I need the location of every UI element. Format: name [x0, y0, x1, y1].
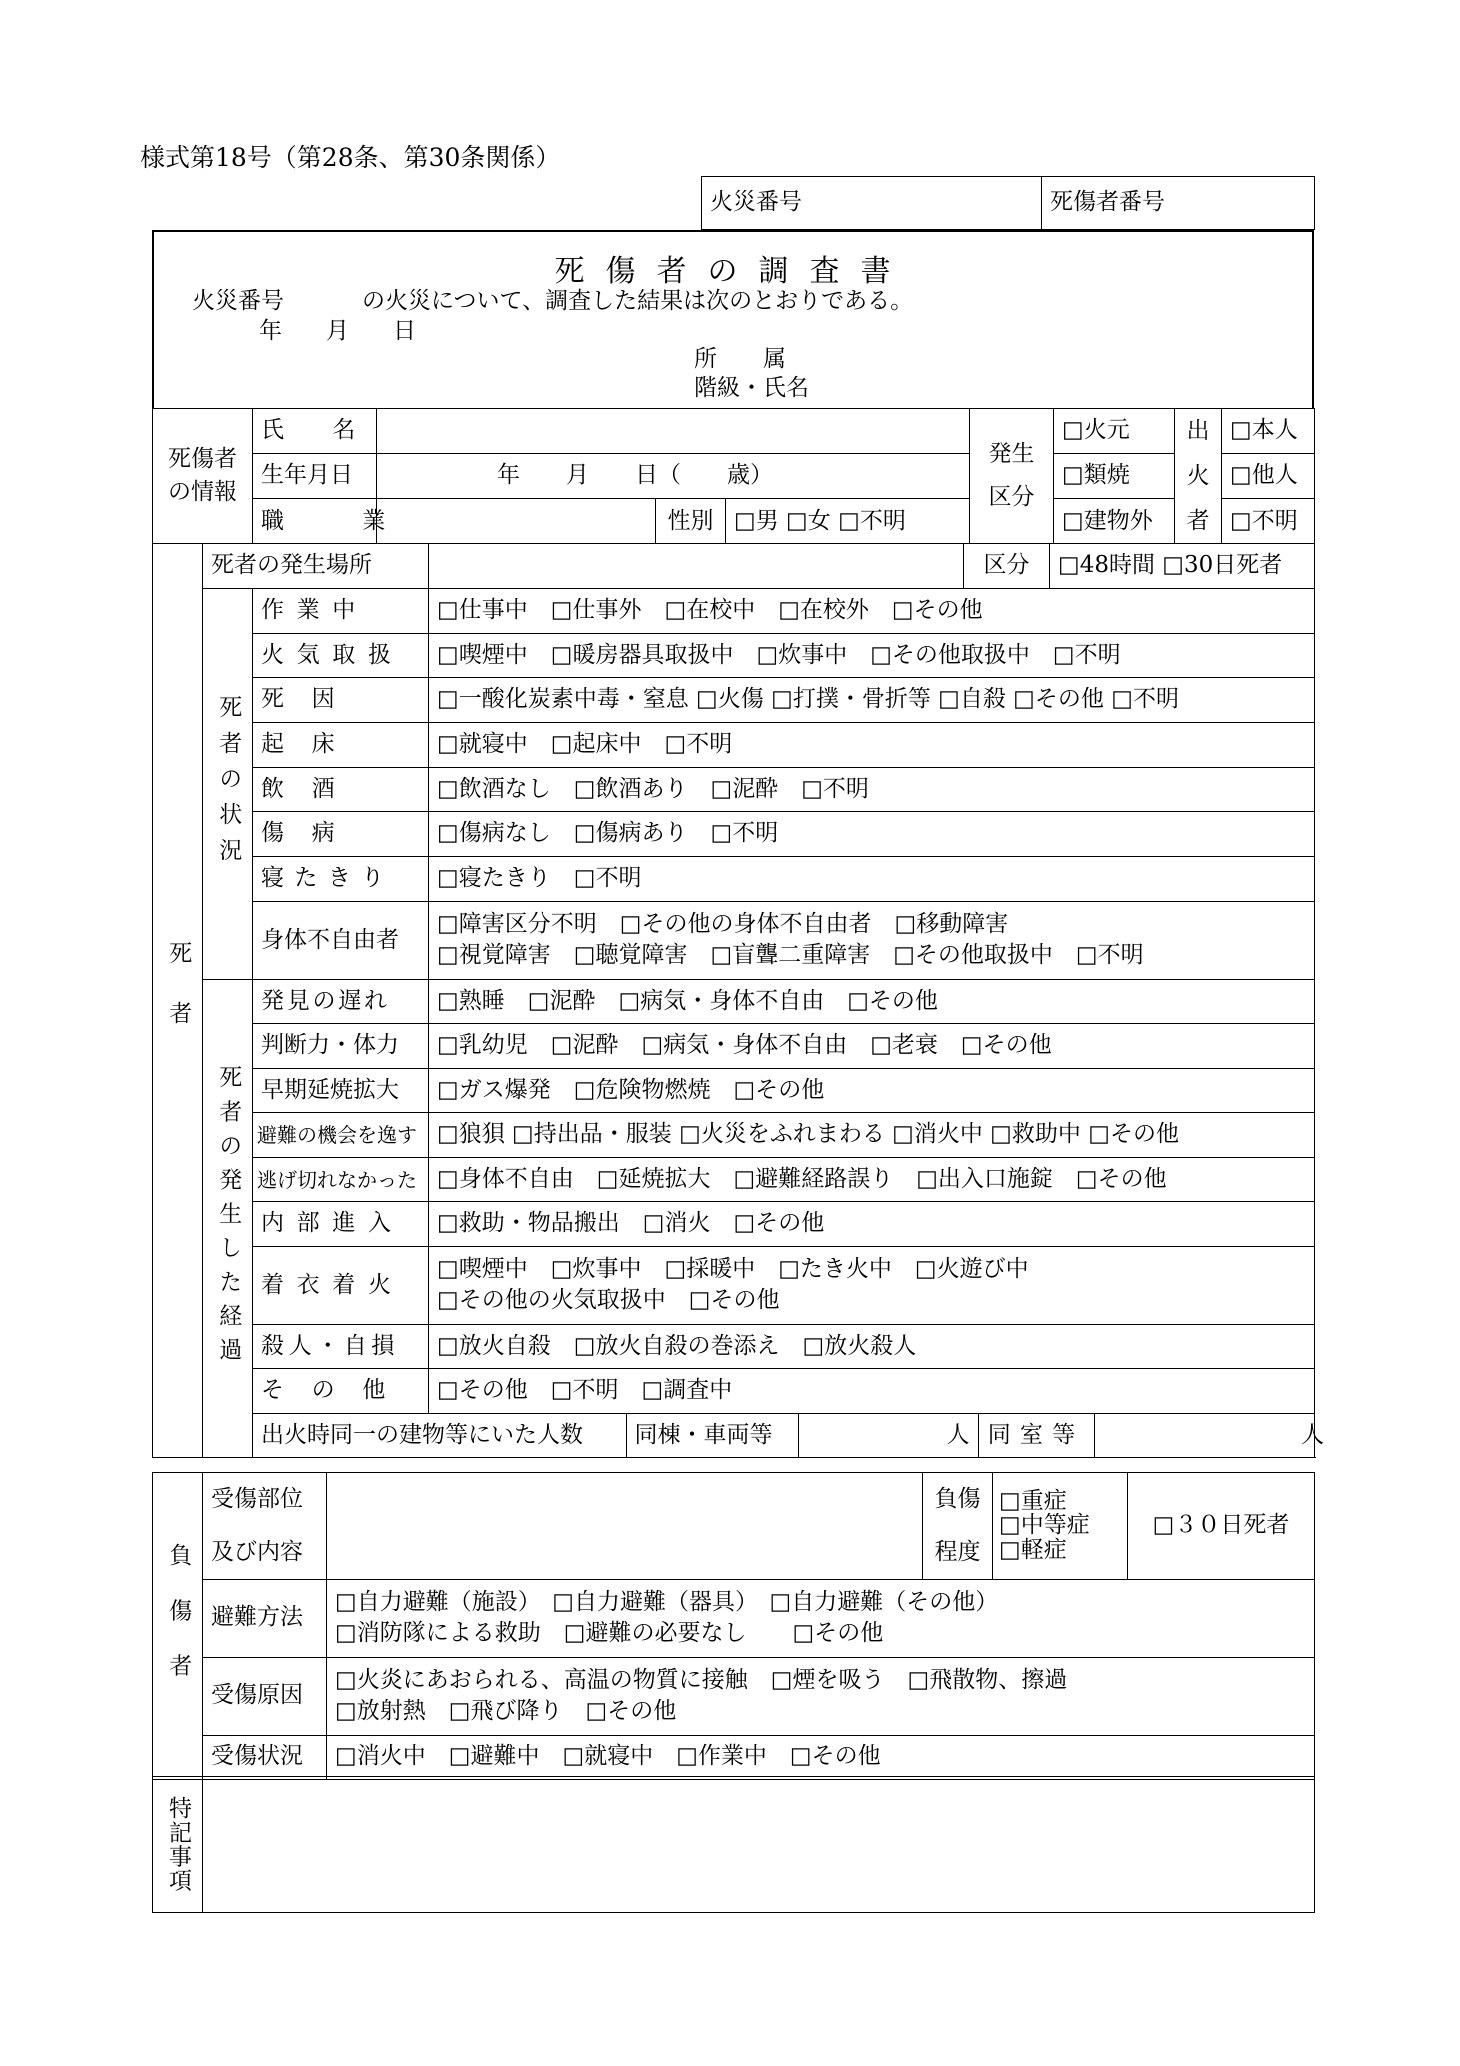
process-opts-missed-chance[interactable]: □狼狽 □持出品・服装 □火災をふれまわる □消火中 □救助中 □その他: [429, 1113, 1315, 1158]
injury-part-field[interactable]: [327, 1473, 923, 1580]
injury-part-label-1: 受傷部位: [211, 1486, 303, 1512]
degree-opt-severe[interactable]: □重症: [999, 1487, 1067, 1514]
status-opts-bedridden[interactable]: □寝たきり □不明: [429, 857, 1315, 902]
degree-opt-moderate[interactable]: □中等症: [999, 1512, 1090, 1539]
process-opts-judgement[interactable]: □乳幼児 □泥酔 □病気・身体不自由 □老衰 □その他: [429, 1024, 1315, 1069]
people-count-table: [253, 1414, 1364, 1457]
process-opts-homicide[interactable]: □放火自殺 □放火自殺の巻添え □放火殺人: [429, 1324, 1315, 1369]
div-options[interactable]: □48時間 □30日死者: [1050, 544, 1315, 589]
occur-opt-outside[interactable]: □建物外: [1054, 499, 1175, 544]
job-label: 職 業: [253, 499, 377, 544]
status-label-awake: 起床: [253, 723, 429, 768]
process-label-could-not-escape: 逃げ切れなかった: [253, 1157, 429, 1202]
process-label-late-discovery: 発見の遅れ: [253, 979, 429, 1024]
process-label-clothing: 着衣着火: [253, 1246, 429, 1324]
injury-degree-options[interactable]: [993, 1473, 1128, 1580]
same-building-unit: 人: [946, 1421, 970, 1448]
same-building-label: 同棟・車両等: [626, 1414, 798, 1457]
injury-part-label: [203, 1473, 327, 1580]
same-room-unit: 人: [1301, 1421, 1324, 1448]
fire-starter-opt-other[interactable]: □他人: [1222, 454, 1315, 499]
injury-degree-label: [923, 1473, 993, 1580]
evac-opts-line-1: □自力避難（施設） □自力避難（器具） □自力避難（その他）: [335, 1589, 999, 1616]
date-year: 年: [259, 318, 282, 344]
name-label: 氏 名: [253, 409, 377, 454]
cause-opts-line-1: □火炎にあおられる、高温の物質に接触 □煙を吸う □飛散物、擦過: [335, 1667, 1068, 1694]
same-room-label: 同室等: [978, 1414, 1094, 1457]
injured-table: [152, 1472, 1315, 1780]
affiliation-label: 所 属: [694, 346, 786, 372]
job-field[interactable]: [377, 499, 656, 544]
status-opts-work[interactable]: □仕事中 □仕事外 □在校中 □在校外 □その他: [429, 589, 1315, 634]
status-label-cause: 死因: [253, 678, 429, 723]
injury-degree-label-1: 負傷: [934, 1486, 981, 1512]
fire-number-field[interactable]: 火災番号: [702, 177, 1042, 230]
status-label-fire-handling: 火気取扱: [253, 633, 429, 678]
clothing-opts-line-2: □その他の火気取扱中 □その他: [437, 1287, 780, 1314]
status-opts-fire-handling[interactable]: □喫煙中 □暖房器具取扱中 □炊事中 □その他取扱中 □不明: [429, 633, 1315, 678]
birth-field[interactable]: 年 月 日（ 歳）: [377, 454, 970, 499]
rank-name-label: 階級・氏名: [694, 375, 809, 401]
name-field[interactable]: [377, 409, 970, 454]
process-opts-clothing[interactable]: [429, 1246, 1315, 1324]
dead-group-label: 死者: [153, 544, 203, 1458]
birth-label: 生年月日: [253, 454, 377, 499]
evac-label: 避難方法: [203, 1579, 327, 1657]
process-group-label: 死者の発生した経過: [203, 979, 253, 1458]
degree-opt-mild[interactable]: □軽症: [999, 1537, 1067, 1564]
notes-table: [152, 1776, 1315, 1913]
injury-part-label-2: 及び内容: [211, 1538, 303, 1565]
injury-degree-label-2: 程度: [934, 1538, 981, 1565]
status-opts-illness[interactable]: □傷病なし □傷病あり □不明: [429, 812, 1315, 857]
intro-sentence: の火災について、調査した結果は次のとおりである。: [362, 288, 914, 314]
process-opts-other[interactable]: □その他 □不明 □調査中: [429, 1369, 1315, 1414]
status-opts-drinking[interactable]: □飲酒なし □飲酒あり □泥酔 □不明: [429, 767, 1315, 812]
process-opts-could-not-escape[interactable]: □身体不自由 □延焼拡大 □避難経路誤り □出入口施錠 □その他: [429, 1157, 1315, 1202]
injured-group-label: 負傷者: [153, 1473, 203, 1780]
header-box: [152, 230, 1314, 408]
status-label-drinking: 飲酒: [253, 767, 429, 812]
fire-starter-label: 出火者: [1175, 409, 1222, 545]
same-building-field[interactable]: [798, 1414, 978, 1457]
status-label-bedridden: 寝たきり: [253, 857, 429, 902]
process-opts-entry[interactable]: □救助・物品搬出 □消火 □その他: [429, 1202, 1315, 1247]
status-opts-awake[interactable]: □就寝中 □起床中 □不明: [429, 723, 1315, 768]
place-field[interactable]: [429, 544, 964, 589]
number-boxes: [701, 176, 1315, 230]
evac-options[interactable]: [327, 1579, 1315, 1657]
process-label-other: その他: [253, 1369, 429, 1414]
process-opts-late-discovery[interactable]: □熟睡 □泥酔 □病気・身体不自由 □その他: [429, 979, 1315, 1024]
intro-fire-number: 火災番号: [192, 288, 284, 314]
fire-starter-opt-self[interactable]: □本人: [1222, 409, 1315, 454]
disabled-opts-line-1: □障害区分不明 □その他の身体不自由者 □移動障害: [437, 911, 1009, 938]
fire-starter-opt-unknown[interactable]: □不明: [1222, 499, 1315, 544]
same-room-field[interactable]: [1094, 1414, 1364, 1457]
casualty-number-field[interactable]: 死傷者番号: [1042, 177, 1315, 230]
status-group-label: 死者の状況: [203, 589, 253, 980]
status-label-illness: 傷病: [253, 812, 429, 857]
process-label-early-spread: 早期延焼拡大: [253, 1068, 429, 1113]
cause-options[interactable]: [327, 1657, 1315, 1735]
status-opts-disabled[interactable]: [429, 901, 1315, 979]
notes-field[interactable]: [203, 1777, 1315, 1913]
cause-opts-line-2: □放射熱 □飛び降り □その他: [335, 1698, 677, 1725]
page-title: 死傷者の調査書: [554, 254, 912, 289]
date-month: 月: [326, 318, 349, 344]
form-label: 様式第18号（第28条、第30条関係）: [140, 143, 561, 172]
info-group-label: 死傷者の情報: [153, 409, 253, 545]
dead-detail-table: [152, 543, 1324, 1458]
cause-label: 受傷原因: [203, 1657, 327, 1735]
date-day: 日: [393, 318, 416, 344]
process-label-missed-chance: 避難の機会を逸す: [253, 1113, 429, 1158]
clothing-opts-line-1: □喫煙中 □炊事中 □採暖中 □たき火中 □火遊び中: [437, 1256, 1029, 1283]
sex-label: 性別: [656, 499, 726, 544]
status-label-disabled: 身体不自由者: [253, 901, 429, 979]
process-label-entry: 内部進入: [253, 1202, 429, 1247]
date-line: [259, 312, 460, 345]
process-opts-early-spread[interactable]: □ガス爆発 □危険物燃焼 □その他: [429, 1068, 1315, 1113]
notes-label: 特記事項: [153, 1777, 203, 1913]
status-opts-cause[interactable]: □一酸化炭素中毒・窒息 □火傷 □打撲・骨折等 □自殺 □その他 □不明: [429, 678, 1315, 723]
situation-options[interactable]: □消火中 □避難中 □就寝中 □作業中 □その他: [327, 1735, 1315, 1779]
occur-opt-origin[interactable]: □火元: [1054, 409, 1175, 454]
casualty-info-table: [152, 408, 1315, 545]
process-label-homicide: 殺人・自損: [253, 1324, 429, 1369]
occur-opt-spread[interactable]: □類焼: [1054, 454, 1175, 499]
evac-opts-line-2: □消防隊による救助 □避難の必要なし □その他: [335, 1620, 884, 1647]
people-count-label: 出火時同一の建物等にいた人数: [253, 1414, 626, 1457]
intro-text: [192, 282, 913, 315]
place-label: 死者の発生場所: [203, 544, 429, 589]
occur-label: 発生区分: [970, 409, 1054, 545]
div-label: 区分: [964, 544, 1050, 589]
situation-label: 受傷状況: [203, 1735, 327, 1779]
disabled-opts-line-2: □視覚障害 □聴覚障害 □盲聾二重障害 □その他取扱中 □不明: [437, 942, 1144, 969]
people-count-row: [253, 1413, 1324, 1458]
status-label-work: 作業中: [253, 589, 429, 634]
sex-options[interactable]: □男 □女 □不明: [726, 499, 970, 544]
process-label-judgement: 判断力・体力: [253, 1024, 429, 1069]
death-30days-option[interactable]: □３０日死者: [1128, 1473, 1315, 1580]
